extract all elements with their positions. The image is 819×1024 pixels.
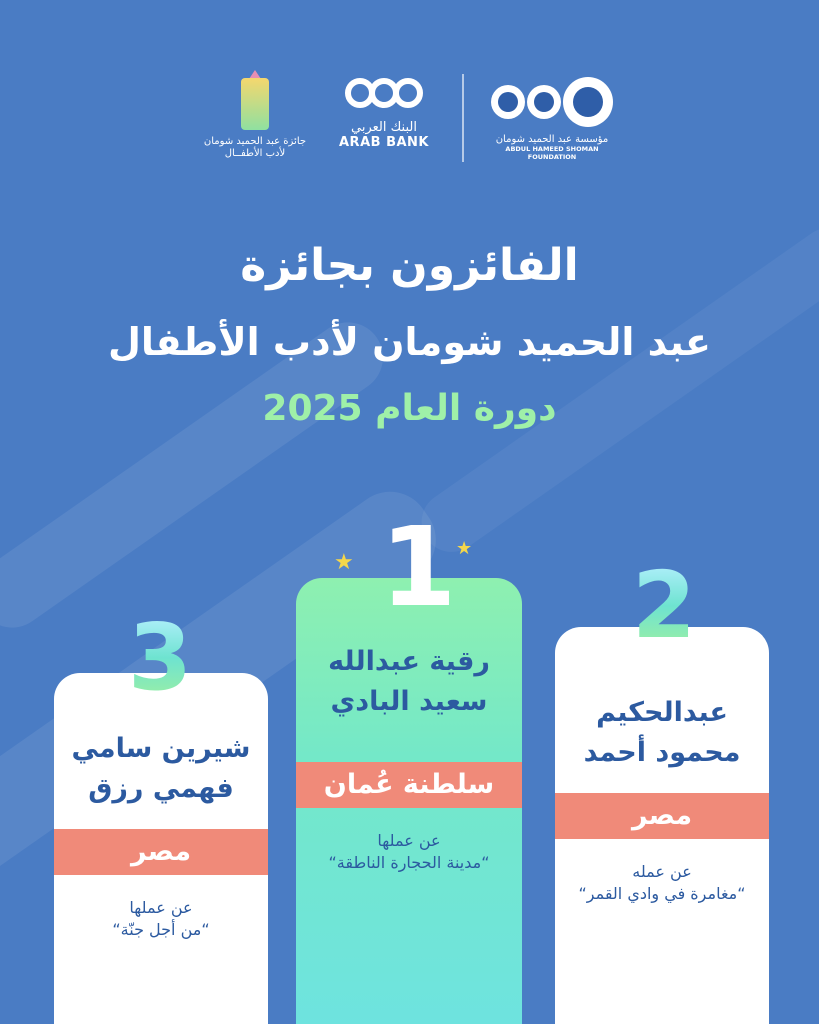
winner-name-line2: سعيد البادي	[330, 686, 488, 717]
rank-number-third: 3	[128, 604, 193, 711]
winner-work-lead: عن عملها	[377, 831, 441, 850]
winner-name	[296, 642, 522, 722]
winner-country: مصر	[555, 793, 769, 839]
kids-logo-line2: لأدب الأطفــال	[224, 148, 286, 159]
foundation-circles-icon	[486, 76, 618, 128]
bank-name-en: ARAB BANK	[339, 135, 429, 150]
winner-name-line1: رقية عبدالله	[328, 646, 490, 677]
winner-name-line2: محمود أحمد	[583, 737, 741, 768]
kids-logo-line1: جائزة عبد الحميد شومان	[203, 136, 307, 147]
foundation-name-en: ABDUL HAMEED SHOMAN FOUNDATION	[505, 145, 599, 161]
foundation-name-ar: مؤسسة عبد الحميد شومان	[495, 134, 609, 145]
title-line2: عبد الحميد شومان لأدب الأطفال	[107, 320, 712, 364]
logo-divider	[462, 74, 464, 162]
winner-name	[54, 729, 268, 809]
arab-bank-logo	[328, 78, 440, 150]
kids-literature-award-logo	[200, 70, 310, 160]
winner-work-lead: عن عمله	[632, 862, 692, 881]
winner-work-title: “من أجل جنّة“	[112, 920, 210, 939]
title-year: دورة العام 2025	[262, 388, 557, 429]
winner-card-first	[296, 578, 522, 1024]
title-line1: الفائزون بجائزة	[240, 240, 579, 291]
winner-work-title: “مغامرة في وادي القمر“	[578, 884, 746, 903]
winner-name-line1: شيرين سامي	[71, 733, 251, 764]
winner-country: مصر	[54, 829, 268, 875]
logo-bar	[0, 70, 819, 170]
winner-card-third	[54, 673, 268, 1024]
winner-card-second	[555, 627, 769, 1024]
bank-rings-icon	[328, 78, 440, 114]
star-icon: ★	[334, 550, 354, 575]
winner-work-title: “مدينة الحجارة الناطقة“	[328, 853, 490, 872]
winner-name	[555, 693, 769, 773]
rank-number-first: 1	[380, 503, 457, 631]
winner-name-line1: عبدالحكيم	[596, 697, 728, 728]
star-icon: ★	[456, 538, 473, 559]
winner-country: سلطنة عُمان	[296, 762, 522, 808]
castle-icon	[233, 70, 277, 132]
shoman-foundation-logo	[486, 76, 618, 161]
rank-number-second: 2	[632, 552, 697, 659]
winner-work-lead: عن عملها	[129, 898, 193, 917]
bank-name-ar: البنك العربي	[351, 120, 417, 135]
winner-name-line2: فهمي رزق	[88, 773, 234, 804]
